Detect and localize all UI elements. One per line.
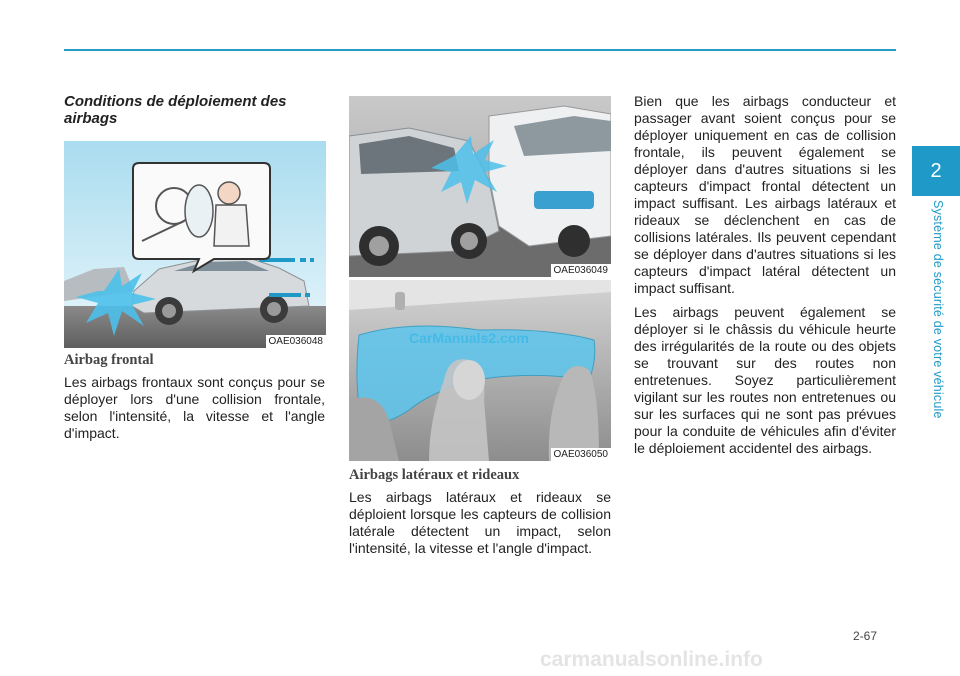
paragraph-frontal: Les airbags frontaux sont conçus pour se déployer lors d'une collision frontale, selon l'intensité, la vitesse et l'angle d'impact. xyxy=(64,374,325,441)
paragraph-deployment-1: Bien que les airbags conducteur et passager avant soient conçus pour se déployer uniquement en cas de collision frontale, ils peuvent également se déployer dans d'autres situations si les capteurs d'impact frontal détectent un impact suffisant. Les airbags latéraux et rideaux se déclenchent en cas de collisions latérales. Ils peuvent cependant se déployer dans d'autres situations si les capteurs d'impact latéral détectent un impact suffisant. xyxy=(634,93,896,296)
figure-code-label: OAE036048 xyxy=(266,335,327,348)
page-number: 2-67 xyxy=(853,629,878,643)
frontal-collision-illustration xyxy=(64,141,326,348)
figure-watermark: CarManuals2.com xyxy=(409,330,529,346)
side-impact-illustration xyxy=(349,96,611,277)
header-rule xyxy=(64,49,896,51)
figure-side-curtain-airbag xyxy=(349,280,611,461)
figure-code-label: OAE036050 xyxy=(551,448,612,461)
deployment-notes xyxy=(634,93,896,457)
section-heading: Conditions de déploiement des airbags xyxy=(64,93,287,127)
chapter-title: Système de sécurité de votre véhicule xyxy=(931,200,945,419)
paragraph-side: Les airbags latéraux et rideaux se déploient lorsque les capteurs de collision latérale détectent un impact, selon l'intensité, la vitesse et l'angle d'impact. xyxy=(349,489,611,556)
curtain-airbag-illustration xyxy=(349,280,611,461)
paragraph-deployment-2: Les airbags peuvent également se déployer si le châssis du véhicule heurte des irrégularités de la route ou des objets se trouvant sur des routes non entretenues. Soyez particulièrement vigilant sur les routes non entretenues ou sur les surfaces qui ne sont pas prévues pour la conduite de véhicules afin d'éviter le déploiement accidentel des airbags. xyxy=(634,304,896,456)
site-watermark: carmanualsonline.info xyxy=(540,648,763,671)
frontal-airbag-section xyxy=(64,352,325,442)
chapter-number: 2 xyxy=(930,159,942,182)
chapter-number-tab xyxy=(912,146,960,196)
figure-frontal-airbag xyxy=(64,141,326,348)
figure-side-impact xyxy=(349,96,611,277)
figure-code-label: OAE036049 xyxy=(551,264,612,277)
subheading-frontal: Airbag frontal xyxy=(64,352,154,368)
subheading-side: Airbags latéraux et rideaux xyxy=(349,467,520,483)
side-airbag-section xyxy=(349,467,611,557)
